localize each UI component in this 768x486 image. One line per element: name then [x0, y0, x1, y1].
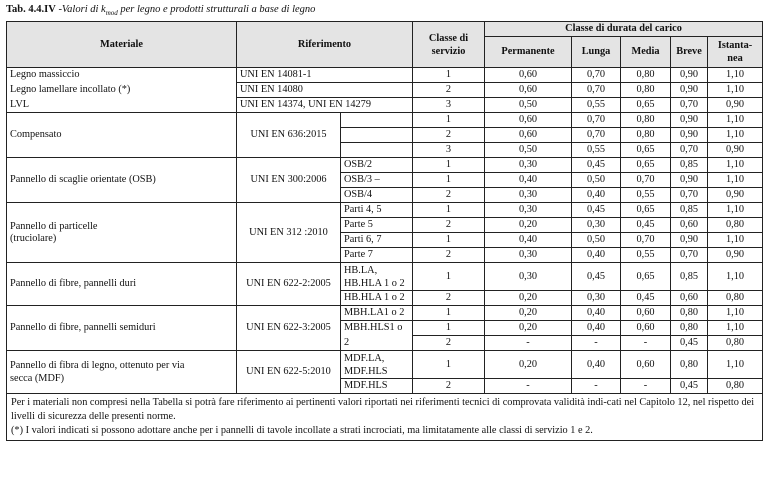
value-cell: 1,10: [708, 68, 763, 83]
value-cell: 1,10: [708, 158, 763, 173]
header-breve: Breve: [671, 37, 708, 68]
value-cell: 0,45: [572, 263, 621, 291]
value-cell: 0,65: [621, 143, 671, 158]
value-cell: 0,45: [671, 336, 708, 351]
value-cell: 0,50: [485, 98, 572, 113]
subtype-cell: Parte 5: [341, 218, 413, 233]
table-caption: [6, 3, 762, 20]
class-cell: 2: [413, 379, 485, 394]
subtype-cell: MDF.HLS: [341, 379, 413, 394]
header-media: Media: [621, 37, 671, 68]
value-cell: 1,10: [708, 83, 763, 98]
value-cell: -: [572, 379, 621, 394]
value-cell: 0,55: [621, 188, 671, 203]
value-cell: 0,80: [708, 291, 763, 306]
header-classe-servizio: Classe di servizio: [413, 22, 485, 68]
value-cell: -: [621, 336, 671, 351]
value-cell: 0,70: [621, 173, 671, 188]
material-line: (truciolare): [10, 232, 57, 244]
value-cell: 0,70: [671, 188, 708, 203]
subtype-cell: OSB/2: [341, 158, 413, 173]
class-cell: 1: [413, 203, 485, 218]
subtype-cell: MBH.LA1 o 2: [341, 306, 413, 321]
value-cell: 0,70: [572, 113, 621, 128]
value-cell: 0,90: [708, 248, 763, 263]
value-cell: 0,40: [485, 233, 572, 248]
value-cell: 0,50: [572, 173, 621, 188]
caption-post: per legno e prodotti strutturali a base di legno: [117, 4, 316, 15]
value-cell: 0,90: [671, 83, 708, 98]
material-cell: [7, 203, 237, 263]
value-cell: 0,50: [572, 233, 621, 248]
material-cell: Legno massiccio: [7, 68, 237, 83]
value-cell: 0,60: [485, 128, 572, 143]
material-cell: Pannello di fibre, pannelli semiduri: [7, 306, 237, 351]
value-cell: 0,60: [485, 83, 572, 98]
note-1: Per i materiali non compresi nella Tabella si potrà fare riferimento ai pertinenti valori riportati nei riferimenti tecnici di comprovata validità indi-cati nel Capitolo 12, nel rispetto dei livelli di sicurezza delle presenti norme.: [11, 397, 755, 423]
subtype-cell: Parti 6, 7: [341, 233, 413, 248]
value-cell: 0,55: [572, 98, 621, 113]
subtype-cell: MBH.HLS1 o: [341, 321, 413, 336]
subtype-cell: Parti 4, 5: [341, 203, 413, 218]
class-cell: 2: [413, 188, 485, 203]
caption-pre: -Valori di k: [58, 4, 106, 15]
material-line: Pannello di fibra di legno, ottenuto per via: [10, 360, 185, 372]
value-cell: 1,10: [708, 321, 763, 336]
value-cell: 0,30: [485, 203, 572, 218]
value-cell: 0,85: [671, 203, 708, 218]
value-cell: 0,55: [572, 143, 621, 158]
subtype-cell: HB.HLA 1 o 2: [341, 291, 413, 306]
value-cell: 0,30: [572, 291, 621, 306]
subtype-cell: 2: [341, 336, 413, 351]
reference-cell: UNI EN 312 :2010: [237, 203, 341, 263]
header-istantanea: Istanta-nea: [708, 37, 763, 68]
value-cell: 0,65: [621, 263, 671, 291]
subtype-cell: [341, 128, 413, 143]
table-row: [7, 113, 763, 128]
class-cell: 2: [413, 218, 485, 233]
value-cell: 0,80: [708, 218, 763, 233]
class-cell: 2: [413, 336, 485, 351]
value-cell: 0,80: [621, 83, 671, 98]
value-cell: 0,70: [572, 128, 621, 143]
material-line: secca (MDF): [10, 373, 65, 385]
class-cell: 2: [413, 128, 485, 143]
value-cell: 0,65: [621, 98, 671, 113]
material-cell: Pannello di scaglie orientate (OSB): [7, 158, 237, 203]
table-row: [7, 83, 763, 98]
value-cell: 0,65: [621, 203, 671, 218]
value-cell: 0,80: [671, 321, 708, 336]
value-cell: 0,80: [671, 351, 708, 379]
class-cell: 1: [413, 173, 485, 188]
subtype-line: MDF.LA,: [344, 352, 385, 364]
class-cell: 3: [413, 143, 485, 158]
value-cell: 0,90: [708, 98, 763, 113]
value-cell: 0,70: [621, 233, 671, 248]
reference-cell: UNI EN 622-3:2005: [237, 306, 341, 351]
reference-cell: UNI EN 636:2015: [237, 113, 341, 158]
value-cell: 0,70: [572, 68, 621, 83]
value-cell: 1,10: [708, 233, 763, 248]
value-cell: 0,80: [621, 68, 671, 83]
class-cell: 1: [413, 351, 485, 379]
value-cell: 0,30: [485, 248, 572, 263]
value-cell: 0,90: [671, 113, 708, 128]
value-cell: 0,40: [572, 188, 621, 203]
value-cell: 0,40: [572, 321, 621, 336]
value-cell: 0,70: [671, 98, 708, 113]
material-line: Pannello di particelle: [10, 220, 98, 232]
material-cell: Pannello di fibre, pannelli duri: [7, 263, 237, 306]
subtype-cell: Parte 7: [341, 248, 413, 263]
header-riferimento: Riferimento: [237, 22, 413, 68]
value-cell: 0,90: [671, 128, 708, 143]
value-cell: 0,55: [621, 248, 671, 263]
value-cell: 0,45: [572, 158, 621, 173]
value-cell: -: [572, 336, 621, 351]
material-cell: Compensato: [7, 113, 237, 158]
subtype-cell: [341, 351, 413, 379]
value-cell: 0,85: [671, 158, 708, 173]
reference-cell: UNI EN 622-5:2010: [237, 351, 341, 394]
value-cell: 1,10: [708, 128, 763, 143]
table-row: [7, 203, 763, 218]
header-materiale: Materiale: [7, 22, 237, 68]
class-cell: 2: [413, 248, 485, 263]
value-cell: 0,50: [485, 143, 572, 158]
value-cell: 1,10: [708, 203, 763, 218]
value-cell: 0,70: [572, 83, 621, 98]
value-cell: 0,45: [621, 291, 671, 306]
header-lunga: Lunga: [572, 37, 621, 68]
class-cell: 1: [413, 68, 485, 83]
table-row: [7, 98, 763, 113]
value-cell: 0,30: [485, 263, 572, 291]
subtype-cell: [341, 143, 413, 158]
class-cell: 1: [413, 233, 485, 248]
subtype-cell: OSB/4: [341, 188, 413, 203]
table-number: Tab. 4.4.IV: [6, 4, 56, 15]
value-cell: 0,70: [671, 143, 708, 158]
value-cell: 0,80: [708, 336, 763, 351]
value-cell: 1,10: [708, 173, 763, 188]
subtype-cell: [341, 113, 413, 128]
value-cell: 0,20: [485, 306, 572, 321]
value-cell: 0,90: [671, 173, 708, 188]
value-cell: 0,80: [621, 128, 671, 143]
subtype-line: HB.HLA 1 o 2: [344, 277, 405, 289]
value-cell: 0,40: [572, 306, 621, 321]
value-cell: 0,60: [671, 291, 708, 306]
value-cell: 0,45: [572, 203, 621, 218]
value-cell: 0,70: [671, 248, 708, 263]
class-cell: 1: [413, 321, 485, 336]
value-cell: 0,20: [485, 351, 572, 379]
value-cell: 0,80: [708, 379, 763, 394]
notes-row: [7, 394, 763, 441]
class-cell: 1: [413, 158, 485, 173]
table-row: [7, 68, 763, 83]
value-cell: 0,30: [485, 188, 572, 203]
subtype-line: MDF.HLS: [344, 365, 388, 377]
value-cell: -: [621, 379, 671, 394]
value-cell: 0,65: [621, 158, 671, 173]
kmod-table: [6, 21, 763, 441]
value-cell: 0,90: [671, 68, 708, 83]
value-cell: -: [485, 336, 572, 351]
caption-sub: mod: [105, 9, 118, 18]
value-cell: 0,90: [708, 143, 763, 158]
value-cell: 0,85: [671, 263, 708, 291]
subtype-cell: [341, 263, 413, 291]
value-cell: 0,60: [671, 218, 708, 233]
note-2: (*) I valori indicati si possono adottare anche per i pannelli di tavole incollate a strati incrociati, ma limitatamente alle classi di servizio 1 e 2.: [11, 425, 593, 437]
value-cell: 0,60: [621, 306, 671, 321]
value-cell: 0,20: [485, 321, 572, 336]
class-cell: 1: [413, 263, 485, 291]
subtype-line: HB.LA,: [344, 264, 378, 276]
value-cell: 0,30: [572, 218, 621, 233]
reference-cell: UNI EN 14080: [237, 83, 413, 98]
subtype-cell: OSB/3 –: [341, 173, 413, 188]
value-cell: 0,20: [485, 291, 572, 306]
reference-cell: UNI EN 14374, UNI EN 14279: [237, 98, 413, 113]
value-cell: 0,45: [621, 218, 671, 233]
value-cell: 0,90: [671, 233, 708, 248]
value-cell: 0,60: [621, 351, 671, 379]
material-cell: LVL: [7, 98, 237, 113]
material-cell: Legno lamellare incollato (*): [7, 83, 237, 98]
value-cell: 0,40: [572, 248, 621, 263]
value-cell: 0,60: [485, 68, 572, 83]
class-cell: 1: [413, 113, 485, 128]
value-cell: 0,80: [671, 306, 708, 321]
notes-cell: [7, 394, 763, 441]
value-cell: 0,40: [485, 173, 572, 188]
table-row: [7, 351, 763, 379]
reference-cell: UNI EN 300:2006: [237, 158, 341, 203]
table-row: [7, 306, 763, 321]
value-cell: 0,60: [621, 321, 671, 336]
value-cell: 0,45: [671, 379, 708, 394]
material-cell: [7, 351, 237, 394]
class-cell: 2: [413, 291, 485, 306]
reference-cell: UNI EN 14081-1: [237, 68, 413, 83]
value-cell: 0,20: [485, 218, 572, 233]
class-cell: 1: [413, 306, 485, 321]
value-cell: 0,80: [621, 113, 671, 128]
value-cell: -: [485, 379, 572, 394]
class-cell: 2: [413, 83, 485, 98]
table-row: [7, 263, 763, 291]
value-cell: 0,30: [485, 158, 572, 173]
value-cell: 1,10: [708, 306, 763, 321]
header-durata: Classe di durata del carico: [485, 22, 763, 37]
caption-text: [58, 4, 316, 18]
value-cell: 0,60: [485, 113, 572, 128]
value-cell: 0,40: [572, 351, 621, 379]
reference-cell: UNI EN 622-2:2005: [237, 263, 341, 306]
header-permanente: Permanente: [485, 37, 572, 68]
value-cell: 0,90: [708, 188, 763, 203]
value-cell: 1,10: [708, 263, 763, 291]
value-cell: 1,10: [708, 113, 763, 128]
value-cell: 1,10: [708, 351, 763, 379]
table-row: [7, 158, 763, 173]
class-cell: 3: [413, 98, 485, 113]
